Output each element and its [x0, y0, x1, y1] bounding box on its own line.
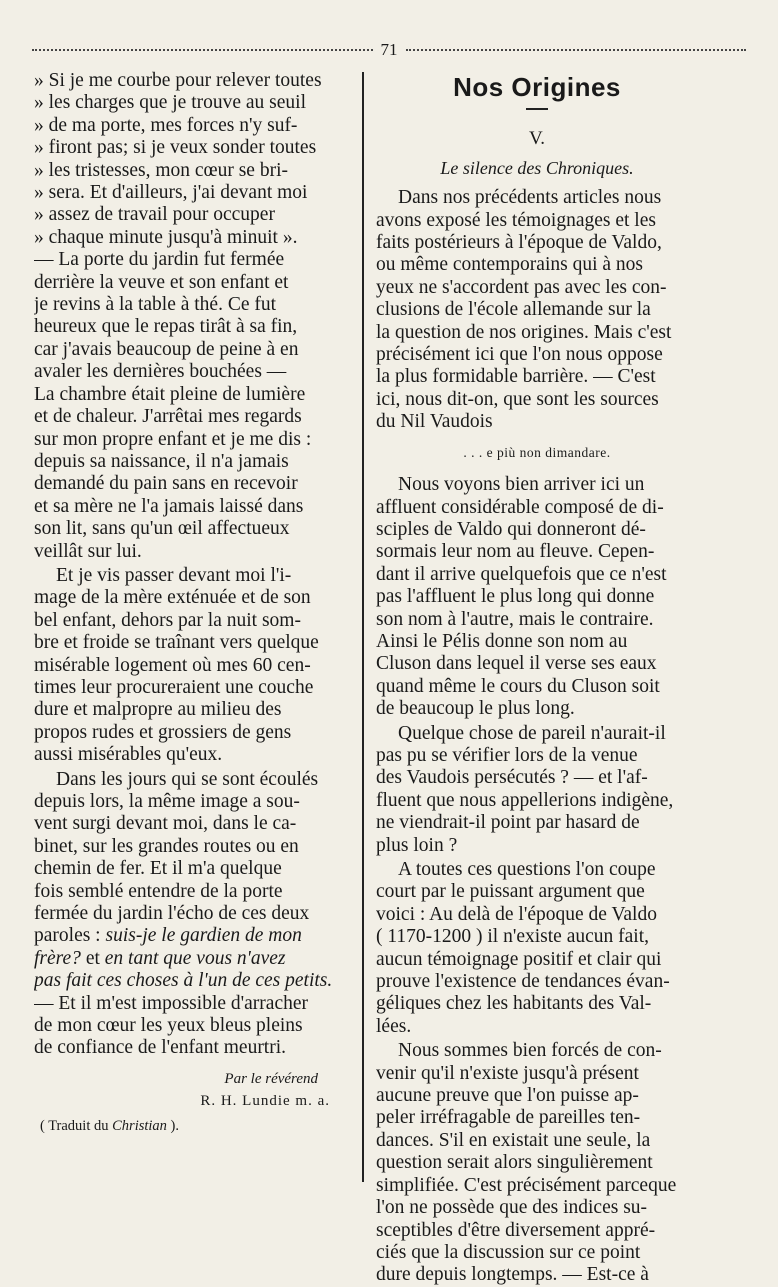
text-line: propos rudes et grossiers de gens — [34, 721, 292, 743]
text-line: question serait alors singulièrement — [376, 1152, 653, 1174]
italic-span: en tant que vous n'avez — [104, 947, 286, 969]
signature-name: R. H. Lundie m. a. — [200, 1093, 330, 1110]
text-line: de confiance de l'enfant meurtri. — [34, 1037, 287, 1059]
text-line: Ainsi le Pélis donne son nom au — [376, 630, 628, 652]
text-line: la question de nos origines. Mais c'est — [376, 321, 672, 343]
header-rule-right — [406, 49, 747, 51]
column-divider — [362, 72, 364, 1182]
text-line: de beaucoup le plus long. — [376, 698, 575, 720]
text-line: depuis lors, la même image a sou- — [34, 791, 300, 812]
text-line: lées. — [376, 1015, 412, 1037]
text-line: clusions de l'école allemande sur la — [376, 299, 651, 321]
text-line — [34, 948, 352, 970]
text-line: voici : Au delà de l'époque de Valdo — [376, 903, 657, 925]
text-line: mage de la mère exténuée et de son — [34, 587, 311, 609]
page-header — [32, 40, 746, 60]
text-line: Dans nos précédents articles nous — [398, 187, 662, 209]
text-line: de mon cœur les yeux bleus pleins — [34, 1015, 303, 1037]
paragraph — [376, 859, 698, 1038]
text-line: » sera. Et d'ailleurs, j'ai devant moi — [34, 182, 308, 204]
text-line: pas pu se vérifier lors de la venue — [376, 744, 638, 766]
text-line: et sa mère ne l'a jamais laissé dans — [34, 495, 304, 517]
text-line: l'on ne possède que des indices su- — [376, 1197, 648, 1219]
translation-note — [34, 1115, 352, 1137]
text-line: dure depuis longtemps. — Est-ce à — [376, 1264, 649, 1286]
text-line: » firont pas; si je veux sonder toutes — [34, 137, 317, 159]
text-line: aussi misérables qu'eux. — [34, 744, 223, 766]
paragraph — [376, 1040, 698, 1286]
text-line: ( 1170-1200 ) il n'existe aucun fait, — [376, 926, 650, 948]
text-line: La chambre était pleine de lumière — [34, 383, 306, 405]
text-line: misérable logement où mes 60 cen- — [34, 654, 311, 676]
text-line: ne viendrait-il point par hasard de — [376, 812, 640, 834]
right-column-body-after — [376, 474, 698, 1287]
text-line: car j'avais beaucoup de peine à en — [34, 338, 299, 360]
text-line: Et je vis passer devant moi l'i- — [56, 564, 292, 586]
section-subtitle: Le silence des Chroniques. — [440, 157, 634, 178]
text-line: fois semblé entendre de la porte — [34, 880, 283, 902]
text-line: ou même contemporains qui à nos — [376, 254, 643, 276]
text-line: plus loin ? — [376, 834, 458, 856]
italic-quote-paragraph — [34, 925, 352, 992]
text-line: venir qu'il n'existe jusqu'à présent — [376, 1062, 639, 1084]
text-line: dances. S'il en existait une seule, la — [376, 1129, 651, 1151]
article-title: Nos Origines — [453, 72, 621, 102]
text-span: ( Traduit du — [40, 1117, 113, 1134]
text-line: Cluson dans lequel il verse ses eaux — [376, 653, 657, 675]
page-number: 71 — [380, 40, 398, 59]
text-line: aucun témoignage positif et clair qui — [376, 948, 662, 970]
text-line: avons exposé les témoignages et les — [376, 209, 656, 231]
text-line: » chaque minute jusqu'à minuit ». — [34, 226, 298, 248]
text-line: sceptibles d'être diversement appré- — [376, 1219, 656, 1241]
italic-span: suis-je le gardien de mon — [105, 925, 302, 947]
text-line: yeux ne s'accordent pas avec les con- — [376, 276, 667, 298]
text-line: précisément ici que l'on nous oppose — [376, 344, 663, 366]
signature-by: Par le révérend — [224, 1070, 318, 1087]
text-line: des Vaudois persécutés ? — et l'af- — [376, 767, 648, 789]
text-line: chemin de fer. Et il m'a quelque — [34, 858, 282, 880]
text-line: veillât sur lui. — [34, 540, 142, 562]
text-line: peler irréfragable de pareilles ten- — [376, 1107, 641, 1129]
text-line: géliques chez les habitants des Val- — [376, 993, 652, 1015]
text-line: Nous voyons bien arriver ici un — [398, 474, 645, 496]
paragraph — [376, 187, 698, 433]
text-line: sormais leur nom au fleuve. Cepen- — [376, 541, 655, 563]
closing-paragraph — [34, 993, 352, 1060]
paragraph — [376, 723, 698, 857]
text-line: times leur procureraient une couche — [34, 676, 314, 698]
text-line: ici, nous dit-on, que sont les sources — [376, 388, 659, 410]
text-line: fluent que nous appellerions indigène, — [376, 789, 674, 811]
text-line: et de chaleur. J'arrêtai mes regards — [34, 406, 302, 428]
text-line: » Si je me courbe pour relever toutes — [34, 70, 322, 91]
right-column — [376, 70, 698, 1287]
text-line: sciples de Valdo qui donneront dé- — [376, 518, 646, 540]
text-line: vent surgi devant moi, dans le ca- — [34, 813, 297, 835]
text-line: simplifiée. C'est précisément parceque — [376, 1174, 677, 1196]
title-dash — [526, 108, 548, 110]
text-line: du Nil Vaudois — [376, 411, 493, 433]
paragraph — [34, 70, 352, 563]
text-line: bre et froide se traînant vers quelque — [34, 632, 319, 654]
paragraph — [376, 474, 698, 720]
section-number: V. — [528, 128, 546, 150]
text-line: aucune preuve que l'on puisse ap- — [376, 1085, 639, 1107]
left-column-body — [34, 70, 352, 925]
text-line: ciés que la discussion sur ce point — [376, 1241, 641, 1263]
text-line: derrière la veuve et son enfant et — [34, 271, 289, 293]
text-line: pas l'affluent le plus long qui donne — [376, 586, 655, 608]
text-line: » les charges que je trouve au seuil — [34, 92, 307, 114]
text-line: son nom à l'autre, mais le contraire. — [376, 608, 654, 630]
text-line: quand même le cours du Cluson soit — [376, 675, 660, 697]
text-line: avaler les dernières bouchées — — [34, 361, 287, 383]
text-line: depuis sa naissance, il n'a jamais — [34, 450, 289, 472]
text-line: — La porte du jardin fut fermée — [34, 249, 285, 271]
text-line: dure et malpropre au milieu des — [34, 699, 282, 721]
text-line: » les tristesses, mon cœur se bri- — [34, 159, 288, 181]
text-line: Quelque chose de pareil n'aurait-il — [398, 722, 666, 744]
paragraph — [34, 565, 352, 767]
text-line: » assez de travail pour occuper — [34, 204, 275, 226]
text-span: et — [80, 947, 105, 969]
signature-block — [34, 1068, 352, 1137]
text-line: » de ma porte, mes forces n'y suf- — [34, 114, 298, 136]
text-line: binet, sur les grandes routes ou en — [34, 835, 299, 857]
text-line: affluent considérable composé de di- — [376, 496, 664, 518]
italic-span: frère? — [34, 947, 81, 969]
text-line: pas fait ces choses à l'un de ces petits. — [34, 970, 333, 992]
text-span: ). — [166, 1117, 180, 1134]
text-line: heureux que le repas tirât à sa fin, — [34, 316, 298, 338]
text-line: sur mon propre enfant et je me dis : — [34, 428, 312, 450]
left-column — [34, 70, 352, 1137]
right-column-body-before — [376, 187, 698, 433]
text-line: bel enfant, dehors par la nuit som- — [34, 609, 301, 631]
text-line: prouve l'existence de tendances évan- — [376, 971, 670, 993]
italic-span: Christian — [112, 1117, 167, 1134]
text-line: faits postérieurs à l'époque de Valdo, — [376, 232, 662, 254]
text-line: fermée du jardin l'écho de ces deux — [34, 903, 310, 925]
text-line: dant il arrive quelquefois que ce n'est — [376, 563, 667, 585]
text-line: la plus formidable barrière. — C'est — [376, 366, 656, 388]
inline-quote: . . . e più non dimandare. — [463, 444, 611, 460]
text-line: Dans les jours qui se sont écoulés — [56, 768, 319, 790]
text-line: son lit, sans qu'un œil affectueux — [34, 518, 290, 540]
text-line: — Et il m'est impossible d'arracher — [34, 992, 308, 1014]
paragraph — [34, 769, 352, 926]
header-rule-left — [32, 49, 373, 51]
text-line — [34, 925, 352, 947]
text-line: je revins à la table à thé. Ce fut — [34, 294, 277, 316]
text-line: A toutes ces questions l'on coupe — [398, 859, 656, 880]
text-line: Nous sommes bien forcés de con- — [398, 1040, 662, 1062]
text-line: demandé du pain sans en recevoir — [34, 473, 298, 495]
text-span: paroles : — [34, 925, 106, 947]
text-line: court par le puissant argument que — [376, 881, 645, 903]
